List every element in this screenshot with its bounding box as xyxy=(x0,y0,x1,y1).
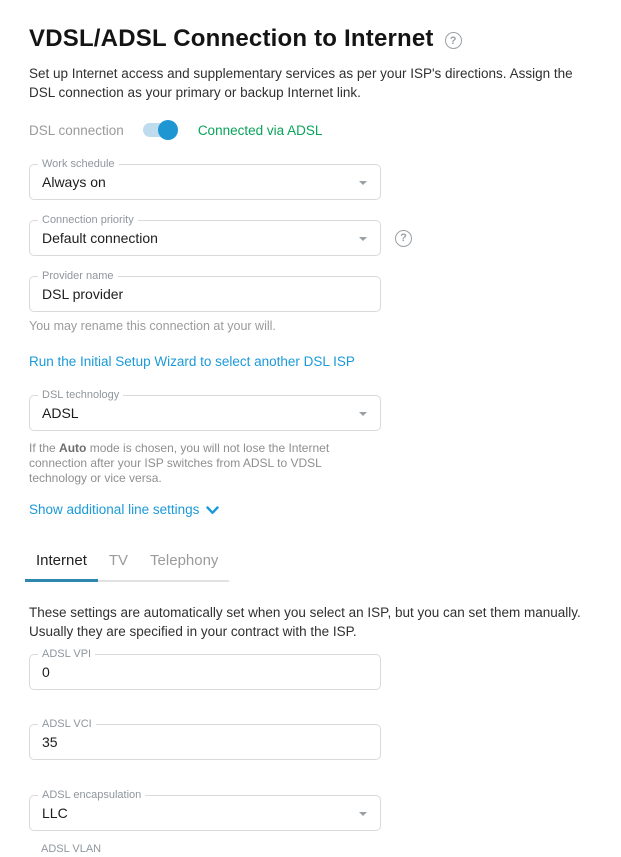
page-header xyxy=(29,25,593,53)
adsl-vpi-input[interactable] xyxy=(30,655,380,689)
internet-tab-note: These settings are automatically set when you select an ISP, but you can set them manually. Usually they are specified in your contract with the ISP. xyxy=(29,605,581,639)
chevron-down-icon xyxy=(359,412,367,416)
provider-name-field xyxy=(29,270,381,312)
adsl-vlan-field-clipped xyxy=(29,839,593,853)
tab-internet[interactable]: Internet xyxy=(25,552,98,580)
chevron-down-icon xyxy=(206,506,219,515)
work-schedule-value: Always on xyxy=(42,174,106,190)
chevron-down-icon xyxy=(359,812,367,816)
adsl-vci-label: ADSL VCI xyxy=(38,718,96,730)
tab-telephony[interactable]: Telephony xyxy=(150,552,219,569)
page-description: Set up Internet access and supplementary services as per your ISP's directions. Assign the DSL connection as your primary or backup Internet link. xyxy=(29,66,573,100)
adsl-vlan-label: ADSL VLAN xyxy=(37,843,105,855)
page-help-icon[interactable]: ? xyxy=(445,32,462,49)
chevron-down-icon xyxy=(359,181,367,185)
chevron-down-icon xyxy=(359,237,367,241)
hint-bold-auto: Auto xyxy=(59,441,87,455)
tab-bar xyxy=(25,552,229,582)
show-additional-settings-link[interactable] xyxy=(29,502,219,517)
adsl-vpi-field xyxy=(29,648,381,690)
tab-tv[interactable]: TV xyxy=(108,552,129,569)
toggle-label: DSL connection xyxy=(29,122,124,138)
adsl-encapsulation-value: LLC xyxy=(42,805,68,821)
connection-priority-value: Default connection xyxy=(42,230,158,246)
page-title: VDSL/ADSL Connection to Internet xyxy=(29,25,434,52)
connection-priority-label: Connection priority xyxy=(38,214,138,226)
connection-priority-select[interactable] xyxy=(29,214,381,256)
dsl-connection-toggle-row xyxy=(29,120,593,140)
connection-form xyxy=(29,158,593,855)
dsl-technology-value: ADSL xyxy=(42,405,79,421)
adsl-vci-field xyxy=(29,718,381,760)
connection-status-text: Connected via ADSL xyxy=(197,122,323,138)
dsl-technology-select[interactable] xyxy=(29,389,381,431)
provider-name-hint: You may rename this connection at your will. xyxy=(29,319,276,333)
adsl-encapsulation-select[interactable] xyxy=(29,789,381,831)
toggle-knob xyxy=(158,120,178,140)
adsl-encapsulation-label: ADSL encapsulation xyxy=(38,789,145,801)
provider-name-input[interactable] xyxy=(30,277,380,311)
provider-name-label: Provider name xyxy=(38,270,118,282)
setup-wizard-link[interactable]: Run the Initial Setup Wizard to select another DSL ISP xyxy=(29,354,355,369)
show-additional-settings-label: Show additional line settings xyxy=(29,502,200,517)
dsl-connection-toggle[interactable] xyxy=(143,123,176,137)
connection-priority-help-icon[interactable]: ? xyxy=(395,230,412,247)
adsl-vci-input[interactable] xyxy=(30,725,380,759)
dsl-technology-hint: If the Auto mode is chosen, you will not lose the Internet connection after your ISP switches from ADSL to VDSL technology or vice versa. xyxy=(29,441,330,485)
adsl-vpi-label: ADSL VPI xyxy=(38,648,95,660)
dsl-technology-label: DSL technology xyxy=(38,389,123,401)
work-schedule-select[interactable] xyxy=(29,158,381,200)
work-schedule-label: Work schedule xyxy=(38,158,119,170)
